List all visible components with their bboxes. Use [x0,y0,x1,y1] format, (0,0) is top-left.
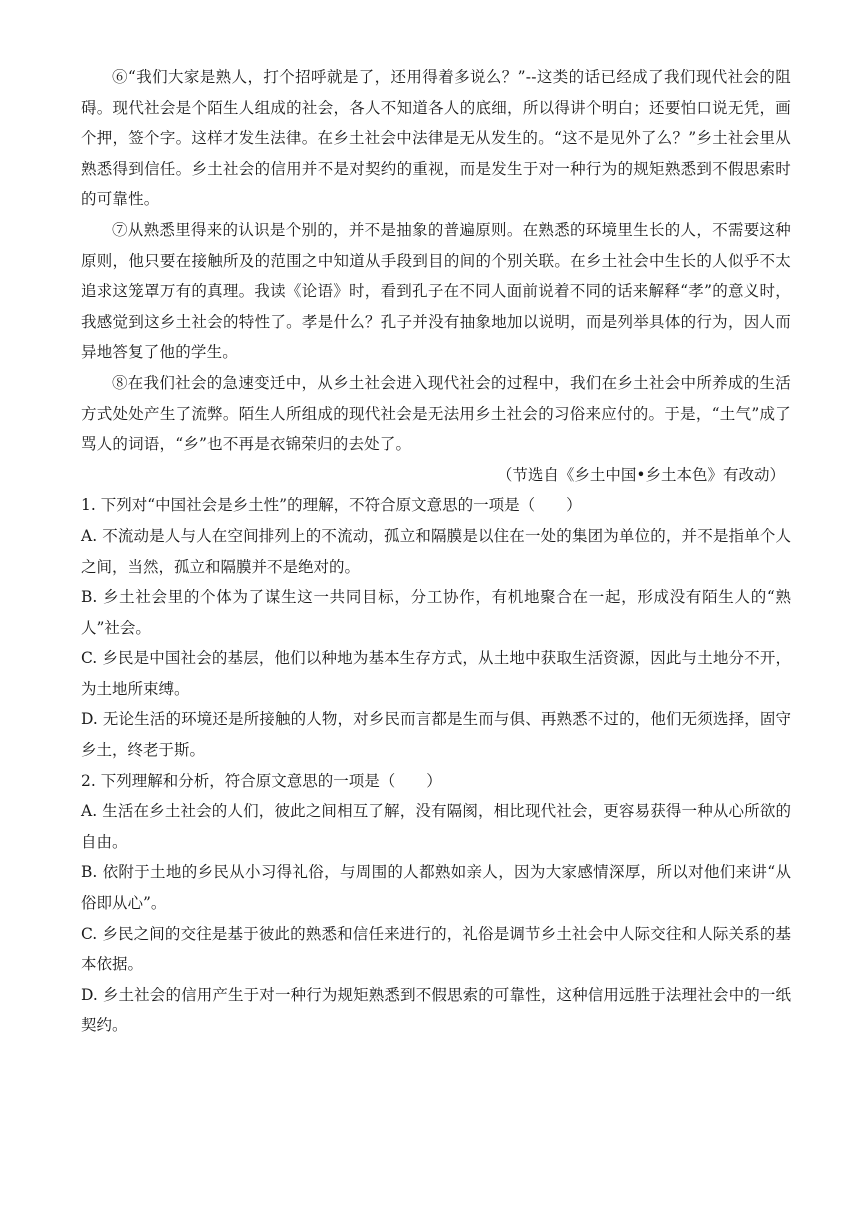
question-stem: 1. 下列对“中国社会是乡土性”的理解，不符合原文意思的一项是（ ） [81,496,582,515]
question-stem: 2. 下列理解和分析，符合原文意思的一项是（ ） [81,771,442,790]
option-b: B. 乡土社会里的个体为了谋生这一共同目标，分工协作，有机地聚合在一起，形成没有陌生人的“熟人”社会。 [81,588,791,637]
option-a: A. 生活在乡土社会的人们，彼此之间相互了解，没有隔阂，相比现代社会，更容易获得一种从心所欲的自由。 [81,802,791,851]
option-d: D. 无论生活的环境还是所接触的人物，对乡民而言都是生而与俱、再熟悉不过的，他们无须选择，固守乡土，终老于斯。 [81,710,791,760]
passage [81,62,791,490]
option-a: A. 不流动是人与人在空间排列上的不流动，孤立和隔膜是以住在一处的集团为单位的，并不是指单个人之间，当然，孤立和隔膜并不是绝对的。 [81,526,791,576]
question-2 [81,766,791,1041]
option-c: C. 乡民之间的交往是基于彼此的熟悉和信任来进行的，礼俗是调节乡土社会中人际交往和人际关系的基本依据。 [81,924,791,974]
source-citation: （节选自《乡土中国•乡土本色》有改动） [496,465,785,484]
document-page [81,62,791,1041]
passage-paragraph-7: ⑦从熟悉里得来的认识是个别的，并不是抽象的普遍原则。在熟悉的环境里生长的人，不需要这种原则，他只要在接触所及的范围之中知道从手段到目的间的个别关联。在乡土社会中生长的人似乎不太追求这笼罩万有的真理。我读《论语》时，看到孔子在不同人面前说着不同的话来解释“孝”的意义时，我感觉到这乡土社会的特性了。孝是什么？孔子并没有抽象地加以说明，而是列举具体的行为，因人而异地答复了他的学生。 [81,220,791,362]
passage-paragraph-6: ⑥“我们大家是熟人，打个招呼就是了，还用得着多说么？”--这类的话已经成了我们现代社会的阻碍。现代社会是个陌生人组成的社会，各人不知道各人的底细，所以得讲个明白；还要怕口说无凭，画个押，签个字。这样才发生法律。在乡土社会中法律是无从发生的。“这不是见外了么？”乡土社会里从熟悉得到信任。乡土社会的信用并不是对契约的重视，而是发生于对一种行为的规矩熟悉到不假思索时的可靠性。 [81,68,791,209]
passage-paragraph-8: ⑧在我们社会的急速变迁中，从乡土社会进入现代社会的过程中，我们在乡土社会中所养成的生活方式处处产生了流弊。陌生人所组成的现代社会是无法用乡土社会的习俗来应付的。于是，“土气”成了骂人的词语，“乡”也不再是衣锦荣归的去处了。 [81,373,791,454]
option-b: B. 依附于土地的乡民从小习得礼俗，与周围的人都熟如亲人，因为大家感情深厚，所以对他们来讲“从俗即从心”。 [81,863,791,913]
option-d: D. 乡土社会的信用产生于对一种行为规矩熟悉到不假思索的可靠性，这种信用远胜于法理社会中的一纸契约。 [81,985,791,1035]
question-1 [81,490,791,765]
option-c: C. 乡民是中国社会的基层，他们以种地为基本生存方式，从土地中获取生活资源，因此与土地分不开，为土地所束缚。 [81,649,791,698]
